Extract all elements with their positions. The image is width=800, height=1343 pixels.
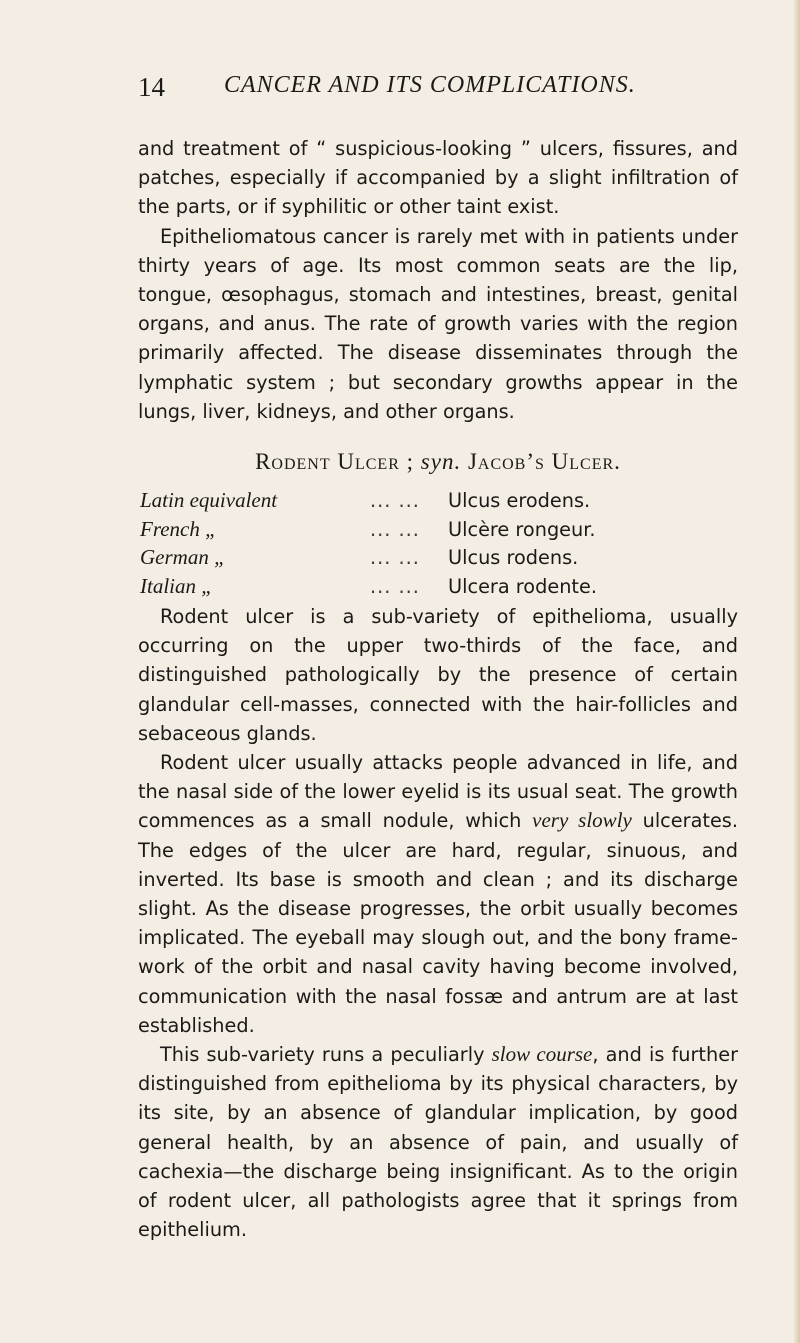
body-text (138, 134, 738, 1245)
equivalent-language: French „ (140, 516, 217, 541)
equivalent-row (140, 572, 738, 601)
equivalent-row (140, 543, 738, 572)
page-edge (794, 0, 800, 1343)
running-title: CANCER AND ITS COMPLICATIONS. (224, 72, 636, 98)
text-run: , and is further distinguished from epithelioma by its physical characters, by its site, by an absence of glandular implication, by good general health, by an absence of pain, and usually of cachexia—the discharge being insignificant. As to the origin of rodent ulcer, all pathologists agree that it springs from epithelium. (138, 1043, 739, 1242)
equivalent-row (140, 515, 738, 544)
text-run: This sub-variety runs a peculiarly (160, 1043, 492, 1067)
equivalent-leader: ... ... (370, 517, 420, 541)
section-title-jacobs-ulcer: Jacob’s Ulcer. (467, 449, 621, 475)
paragraph-rodent-course (138, 748, 738, 1040)
equivalent-leader: ... ... (370, 574, 420, 598)
emphasis-very-slowly: very slowly (532, 808, 632, 833)
page-header (138, 72, 738, 108)
section-title-rodent-ulcer: Rodent Ulcer ; (255, 449, 415, 475)
equivalent-term: Ulcère rongeur. (448, 517, 596, 541)
emphasis-slow-course: slow course (491, 1042, 593, 1067)
text-run: ulcerates. The edges of the ulcer are hard, regular, sinuous, and inverted. Its base is smooth and clean ; and its discharge slight. As the disease progresses, the orbit usually becomes implicated. The eyeball may slough out, and the bony frame-work of the orbit and nasal cavity having become involved, communication with the nasal fossæ and antrum are at last established. (138, 809, 738, 1037)
page-number: 14 (138, 72, 165, 102)
equivalent-term: Ulcus rodens. (448, 546, 579, 570)
paragraph-epitheliomatous: Epitheliomatous cancer is rarely met with in patients under thirty years of age. Its most common seats are the lip, tongue, œsophagus, stomach and intestines, breast, genital organs, and anus. The rate of growth varies with the region primarily affected. The disease disseminates through the lymphatic system ; but secondary growths appear in the lungs, liver, kidneys, and other organs. (138, 224, 738, 423)
equivalent-term: Ulcera rodente. (448, 574, 597, 598)
equivalent-leader: ... ... (370, 489, 420, 513)
paragraph-sub-variety (138, 1040, 738, 1244)
paragraph-rodent-definition: Rodent ulcer is a sub-variety of epithelioma, usually occurring on the upper two-thirds of the face, and distinguished pathologically by the presence of certain glandular cell-masses, connected with the hair-follicles and sebaceous glands. (138, 605, 738, 745)
section-syn: syn. (420, 449, 462, 475)
equivalent-language: Latin equivalent (140, 488, 278, 513)
text-run: Rodent ulcer usually attacks people advanced in life, and the nasal side of the lower eyelid is its usual seat. The growth commences as a small nodule, which (138, 751, 738, 833)
equivalent-language: German „ (140, 545, 226, 570)
equivalents-list (140, 486, 738, 600)
paragraph-continuation: and treatment of “ suspicious-looking ” ulcers, fissures, and patches, especially if accompanied by a slight infiltration of the parts, or if syphilitic or other taint exist. (138, 137, 738, 219)
equivalent-language: Italian „ (140, 573, 213, 598)
equivalent-leader: ... ... (370, 546, 420, 570)
section-heading (138, 446, 738, 478)
equivalent-row (140, 486, 738, 515)
equivalent-term: Ulcus erodens. (448, 489, 591, 513)
